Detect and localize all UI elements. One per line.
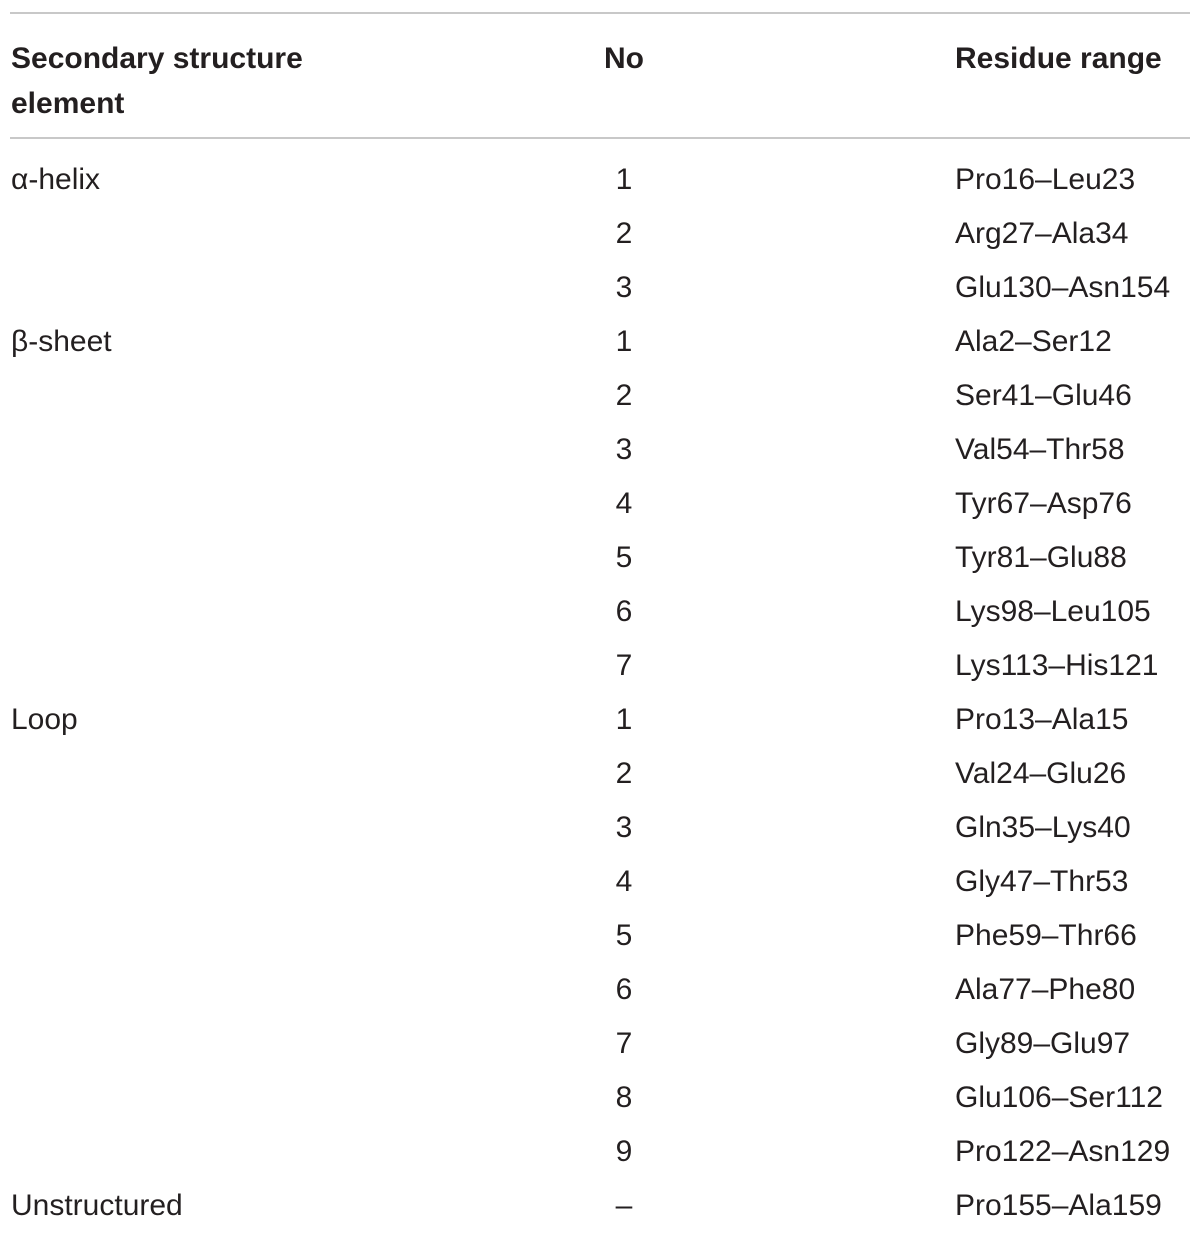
table-row	[0, 1179, 1200, 1233]
cell-residue-range: Lys113–His121	[955, 649, 1159, 682]
table-row	[0, 477, 1200, 531]
table-row	[0, 423, 1200, 477]
cell-residue-range: Ala2–Ser12	[955, 325, 1112, 358]
table-body	[0, 153, 1200, 1233]
table-row	[0, 693, 1200, 747]
cell-no: 9	[615, 1135, 633, 1168]
table-row	[0, 585, 1200, 639]
cell-residue-range: Tyr67–Asp76	[955, 487, 1132, 520]
table-row	[0, 1017, 1200, 1071]
cell-residue-range: Glu130–Asn154	[955, 271, 1171, 304]
table-row	[0, 153, 1200, 207]
cell-residue-range: Pro13–Ala15	[955, 703, 1129, 736]
cell-no: 2	[615, 217, 633, 250]
cell-no: 3	[615, 433, 633, 466]
cell-no: 3	[615, 271, 633, 304]
table-row	[0, 315, 1200, 369]
cell-no: –	[615, 1189, 633, 1222]
cell-structure-element: Loop	[11, 703, 78, 736]
cell-no: 2	[615, 379, 633, 412]
table-row	[0, 531, 1200, 585]
cell-no: 5	[615, 541, 633, 574]
cell-no: 7	[615, 649, 633, 682]
header-no: No	[604, 42, 644, 75]
cell-residue-range: Pro122–Asn129	[955, 1135, 1171, 1168]
header-divider-rule	[10, 137, 1190, 139]
header-secondary-structure-element: Secondary structure element	[11, 42, 303, 120]
cell-residue-range: Ser41–Glu46	[955, 379, 1132, 412]
cell-residue-range: Ala77–Phe80	[955, 973, 1136, 1006]
cell-no: 1	[615, 703, 633, 736]
table-row	[0, 801, 1200, 855]
table-row	[0, 855, 1200, 909]
cell-no: 2	[615, 757, 633, 790]
cell-no: 1	[615, 163, 633, 196]
cell-no: 4	[615, 487, 633, 520]
cell-no: 1	[615, 325, 633, 358]
cell-no: 3	[615, 811, 633, 844]
cell-residue-range: Lys98–Leu105	[955, 595, 1151, 628]
cell-residue-range: Val54–Thr58	[955, 433, 1125, 466]
cell-residue-range: Gly47–Thr53	[955, 865, 1129, 898]
cell-residue-range: Glu106–Ser112	[955, 1081, 1163, 1114]
cell-residue-range: Pro155–Ala159	[955, 1189, 1162, 1222]
table-top-rule	[10, 12, 1190, 14]
header-residue-range: Residue range	[955, 42, 1162, 75]
cell-residue-range: Arg27–Ala34	[955, 217, 1129, 250]
cell-structure-element: β-sheet	[11, 325, 112, 358]
table-row	[0, 639, 1200, 693]
cell-no: 6	[615, 595, 633, 628]
table-row	[0, 207, 1200, 261]
table-row	[0, 1071, 1200, 1125]
table-row	[0, 909, 1200, 963]
cell-no: 8	[615, 1081, 633, 1114]
cell-residue-range: Tyr81–Glu88	[955, 541, 1127, 574]
cell-structure-element: α-helix	[11, 163, 101, 196]
table-row	[0, 963, 1200, 1017]
cell-residue-range: Val24–Glu26	[955, 757, 1127, 790]
table-row	[0, 747, 1200, 801]
cell-residue-range: Pro16–Leu23	[955, 163, 1136, 196]
cell-residue-range: Gly89–Glu97	[955, 1027, 1131, 1060]
table-row	[0, 1125, 1200, 1179]
cell-no: 6	[615, 973, 633, 1006]
cell-structure-element: Unstructured	[11, 1189, 183, 1222]
cell-no: 4	[615, 865, 633, 898]
table-row	[0, 369, 1200, 423]
cell-residue-range: Phe59–Thr66	[955, 919, 1137, 952]
cell-no: 5	[615, 919, 633, 952]
cell-residue-range: Gln35–Lys40	[955, 811, 1131, 844]
table-row	[0, 261, 1200, 315]
cell-no: 7	[615, 1027, 633, 1060]
